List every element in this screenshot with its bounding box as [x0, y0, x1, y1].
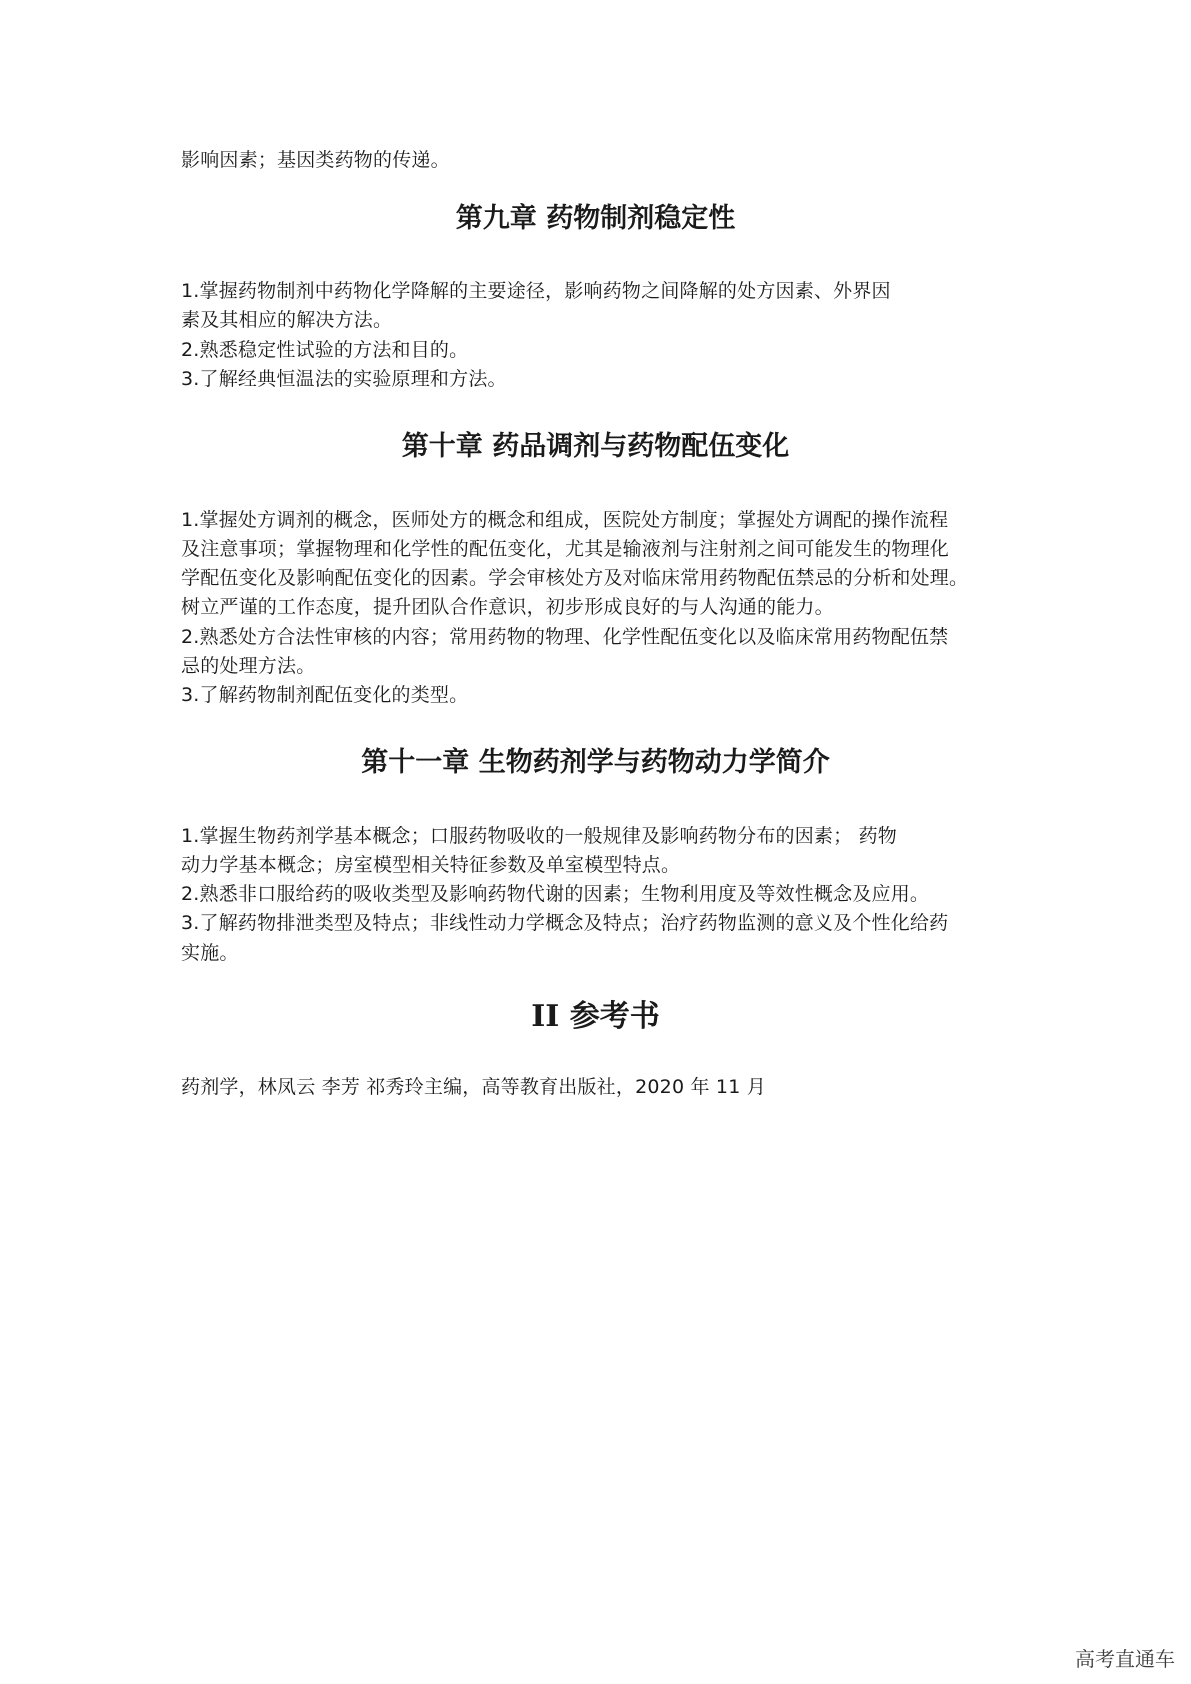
chapter-9-line: 素及其相应的解决方法。 [181, 309, 393, 331]
chapter-11-line: 1.掌握生物药剂学基本概念；口服药物吸收的一般规律及影响药物分布的因素； 药物 [181, 825, 897, 847]
chapter-10-line: 3.了解药物制剂配伍变化的类型。 [181, 684, 469, 706]
chapter-9-title: 第九章 药物制剂稳定性 [455, 203, 736, 234]
chapter-10-title: 第十章 药品调剂与药物配伍变化 [401, 431, 790, 462]
chapter-10-line: 学配伍变化及影响配伍变化的因素。学会审核处方及对临床常用药物配伍禁忌的分析和处理。 [181, 567, 969, 589]
chapter-9-line: 1.掌握药物制剂中药物化学降解的主要途径，影响药物之间降解的处方因素、外界因 [181, 280, 891, 302]
chapter-11-title: 第十一章 生物药剂学与药物动力学简介 [361, 747, 830, 778]
intro-line: 影响因素；基因类药物的传递。 [181, 149, 450, 171]
chapter-10-line: 1.掌握处方调剂的概念，医师处方的概念和组成，医院处方制度；掌握处方调配的操作流程 [181, 509, 949, 531]
chapter-10-line: 忌的处理方法。 [181, 655, 316, 677]
chapter-10-line: 2.熟悉处方合法性审核的内容；常用药物的物理、化学性配伍变化以及临床常用药物配伍禁 [181, 626, 949, 648]
chapter-11-line: 2.熟悉非口服给药的吸收类型及影响药物代谢的因素；生物利用度及等效性概念及应用。 [181, 883, 930, 905]
chapter-11-line: 实施。 [181, 942, 239, 964]
chapter-10-line: 树立严谨的工作态度，提升团队合作意识，初步形成良好的与人沟通的能力。 [181, 596, 834, 618]
chapter-10-line: 及注意事项；掌握物理和化学性的配伍变化，尤其是输液剂与注射剂之间可能发生的物理化 [181, 538, 950, 560]
chapter-9-line: 2.熟悉稳定性试验的方法和目的。 [181, 339, 469, 361]
chapter-9-line: 3.了解经典恒温法的实验原理和方法。 [181, 368, 507, 390]
chapter-11-line: 动力学基本概念；房室模型相关特征参数及单室模型特点。 [181, 854, 681, 876]
chapter-11-line: 3.了解药物排泄类型及特点；非线性动力学概念及特点；治疗药物监测的意义及个性化给药 [181, 912, 949, 934]
watermark-text: 高考直通车 [1075, 1647, 1175, 1671]
references-title: II 参考书 [531, 999, 660, 1034]
reference-entry: 药剂学，林凤云 李芳 祁秀玲主编，高等教育出版社，2020 年 11 月 [181, 1076, 766, 1098]
